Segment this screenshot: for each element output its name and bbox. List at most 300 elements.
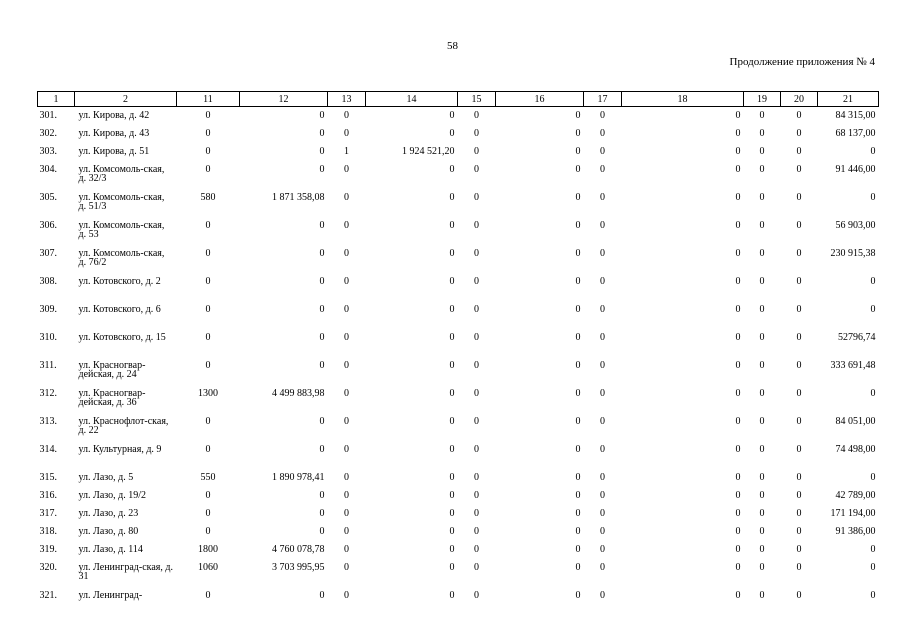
cell-col-13: 0 — [344, 563, 349, 573]
table-row — [38, 591, 879, 609]
address-cell: ул. Лазо, д. 80 — [78, 527, 139, 537]
cell-col-16: 0 — [575, 527, 581, 537]
cell-col-16: 0 — [575, 563, 581, 573]
cell-col-19: 0 — [759, 563, 765, 573]
address-cell: ул. Котовского, д. 6 — [78, 305, 161, 315]
cell-col-16: 0 — [575, 277, 581, 287]
cell-col-18: 0 — [735, 527, 741, 537]
table-row — [38, 193, 879, 221]
cell-col-11: 0 — [205, 333, 211, 343]
cell-col-19: 0 — [759, 277, 765, 287]
cell-col-19: 0 — [759, 129, 765, 139]
address-cell: ул. Кирова, д. 51 — [78, 147, 150, 157]
column-header: 21 — [818, 92, 879, 107]
cell-col-19: 0 — [759, 333, 765, 343]
cell-col-18: 0 — [735, 509, 741, 519]
cell-col-12: 0 — [319, 305, 325, 315]
cell-col-20: 0 — [796, 361, 802, 371]
row-number: 316. — [39, 491, 57, 501]
cell-col-13: 0 — [344, 473, 349, 483]
cell-col-18: 0 — [735, 473, 741, 483]
cell-col-14: 0 — [449, 221, 455, 231]
cell-col-15: 0 — [474, 147, 479, 157]
cell-col-13: 0 — [344, 193, 349, 203]
cell-col-14: 0 — [449, 165, 455, 175]
row-number: 314. — [39, 445, 57, 455]
cell-col-15: 0 — [474, 361, 479, 371]
cell-col-16: 0 — [575, 491, 581, 501]
cell-col-11: 0 — [205, 249, 211, 259]
cell-col-20: 0 — [796, 193, 802, 203]
cell-col-11: 0 — [205, 221, 211, 231]
cell-col-20: 0 — [796, 473, 802, 483]
cell-col-16: 0 — [575, 445, 581, 455]
cell-col-21: 52796,74 — [838, 333, 876, 343]
column-header: 2 — [75, 92, 177, 107]
row-number: 304. — [39, 165, 57, 175]
cell-col-19: 0 — [759, 193, 765, 203]
cell-col-21: 0 — [870, 473, 876, 483]
cell-col-16: 0 — [575, 147, 581, 157]
cell-col-13: 0 — [344, 333, 349, 343]
address-cell: ул. Ленинград- — [78, 591, 143, 601]
cell-col-18: 0 — [735, 129, 741, 139]
column-header: 1 — [38, 92, 75, 107]
cell-col-19: 0 — [759, 165, 765, 175]
page-number: 58 — [447, 40, 458, 52]
cell-col-14: 0 — [449, 389, 455, 399]
table-row — [38, 221, 879, 249]
address-cell: ул. Ленинград-ская, д. 31 — [78, 563, 173, 582]
cell-col-15: 0 — [474, 193, 479, 203]
cell-col-21: 84 051,00 — [835, 417, 876, 427]
cell-col-18: 0 — [735, 110, 741, 121]
cell-col-17: 0 — [600, 305, 605, 315]
address-cell: ул. Культурная, д. 9 — [78, 445, 162, 455]
table-row — [38, 277, 879, 305]
table-body — [38, 107, 879, 610]
cell-col-18: 0 — [735, 333, 741, 343]
cell-col-16: 0 — [575, 129, 581, 139]
cell-col-20: 0 — [796, 527, 802, 537]
cell-col-14: 0 — [449, 527, 455, 537]
cell-col-14: 0 — [449, 333, 455, 343]
cell-col-16: 0 — [575, 249, 581, 259]
cell-col-19: 0 — [759, 389, 765, 399]
cell-col-14: 0 — [449, 361, 455, 371]
cell-col-17: 0 — [600, 389, 605, 399]
cell-col-14: 0 — [449, 249, 455, 259]
cell-col-20: 0 — [796, 563, 802, 573]
column-header: 15 — [458, 92, 496, 107]
table-row — [38, 491, 879, 509]
cell-col-17: 0 — [600, 527, 605, 537]
cell-col-17: 0 — [600, 445, 605, 455]
cell-col-15: 0 — [474, 445, 479, 455]
cell-col-17: 0 — [600, 277, 605, 287]
cell-col-12: 1 871 358,08 — [272, 193, 325, 203]
table-row — [38, 509, 879, 527]
cell-col-20: 0 — [796, 545, 802, 555]
column-header: 13 — [328, 92, 366, 107]
cell-col-20: 0 — [796, 333, 802, 343]
cell-col-13: 0 — [344, 417, 349, 427]
cell-col-20: 0 — [796, 417, 802, 427]
row-number: 317. — [39, 509, 57, 519]
column-header: 12 — [240, 92, 328, 107]
cell-col-17: 0 — [600, 147, 605, 157]
cell-col-12: 3 703 995,95 — [272, 563, 325, 573]
cell-col-15: 0 — [474, 491, 479, 501]
cell-col-16: 0 — [575, 361, 581, 371]
cell-col-17: 0 — [600, 509, 605, 519]
cell-col-18: 0 — [735, 563, 741, 573]
cell-col-17: 0 — [600, 491, 605, 501]
cell-col-13: 0 — [344, 445, 349, 455]
address-cell: ул. Лазо, д. 5 — [78, 473, 134, 483]
address-cell: ул. Красногвар-дейская, д. 36 — [78, 389, 146, 408]
cell-col-11: 0 — [205, 417, 211, 427]
header-row — [38, 92, 879, 107]
cell-col-20: 0 — [796, 277, 802, 287]
cell-col-12: 0 — [319, 509, 325, 519]
cell-col-15: 0 — [474, 591, 479, 601]
address-cell: ул. Комсомоль-ская, д. 32/3 — [78, 165, 165, 184]
cell-col-19: 0 — [759, 249, 765, 259]
cell-col-14: 0 — [449, 491, 455, 501]
cell-col-12: 0 — [319, 147, 325, 157]
cell-col-21: 0 — [870, 277, 876, 287]
column-header: 19 — [744, 92, 781, 107]
cell-col-21: 0 — [870, 591, 876, 601]
cell-col-12: 0 — [319, 277, 325, 287]
cell-col-16: 0 — [575, 165, 581, 175]
cell-col-19: 0 — [759, 147, 765, 157]
address-cell: ул. Краснофлот-ская, д. 22 — [78, 417, 169, 436]
cell-col-15: 0 — [474, 545, 479, 555]
row-number: 313. — [39, 417, 57, 427]
cell-col-15: 0 — [474, 389, 479, 399]
cell-col-18: 0 — [735, 417, 741, 427]
cell-col-17: 0 — [600, 473, 605, 483]
cell-col-13: 0 — [344, 110, 349, 121]
column-header: 16 — [496, 92, 584, 107]
cell-col-20: 0 — [796, 445, 802, 455]
cell-col-11: 0 — [205, 527, 211, 537]
row-number: 320. — [39, 563, 57, 573]
column-header: 18 — [622, 92, 744, 107]
table-row — [38, 107, 879, 130]
table-row — [38, 445, 879, 473]
row-number: 303. — [39, 147, 57, 157]
cell-col-12: 4 760 078,78 — [272, 545, 325, 555]
cell-col-18: 0 — [735, 165, 741, 175]
cell-col-21: 230 915,38 — [830, 249, 876, 259]
cell-col-21: 171 194,00 — [830, 509, 876, 519]
address-cell: ул. Комсомоль-ская, д. 53 — [78, 221, 165, 240]
cell-col-20: 0 — [796, 110, 802, 121]
cell-col-17: 0 — [600, 165, 605, 175]
cell-col-19: 0 — [759, 509, 765, 519]
cell-col-11: 0 — [205, 129, 211, 139]
row-number: 305. — [39, 193, 57, 203]
cell-col-12: 0 — [319, 361, 325, 371]
table-row — [38, 305, 879, 333]
cell-col-13: 1 — [344, 147, 349, 157]
cell-col-11: 0 — [205, 509, 211, 519]
cell-col-16: 0 — [575, 417, 581, 427]
cell-col-13: 0 — [344, 249, 349, 259]
cell-col-20: 0 — [796, 147, 802, 157]
cell-col-11: 0 — [205, 361, 211, 371]
cell-col-17: 0 — [600, 249, 605, 259]
cell-col-14: 0 — [449, 591, 455, 601]
cell-col-20: 0 — [796, 305, 802, 315]
cell-col-13: 0 — [344, 491, 349, 501]
cell-col-20: 0 — [796, 249, 802, 259]
table-row — [38, 473, 879, 491]
cell-col-13: 0 — [344, 165, 349, 175]
cell-col-17: 0 — [600, 193, 605, 203]
row-number: 306. — [39, 221, 57, 231]
table-row — [38, 389, 879, 417]
cell-col-16: 0 — [575, 591, 581, 601]
cell-col-16: 0 — [575, 509, 581, 519]
column-header: 14 — [366, 92, 458, 107]
cell-col-15: 0 — [474, 129, 479, 139]
cell-col-16: 0 — [575, 389, 581, 399]
row-number: 308. — [39, 277, 57, 287]
cell-col-18: 0 — [735, 221, 741, 231]
row-number: 310. — [39, 333, 57, 343]
cell-col-21: 333 691,48 — [830, 361, 876, 371]
cell-col-18: 0 — [735, 491, 741, 501]
cell-col-13: 0 — [344, 389, 349, 399]
address-cell: ул. Красногвар-дейская, д. 24 — [78, 361, 146, 380]
cell-col-21: 0 — [870, 305, 876, 315]
cell-col-14: 0 — [449, 277, 455, 287]
address-cell: ул. Котовского, д. 2 — [78, 277, 161, 287]
cell-col-13: 0 — [344, 527, 349, 537]
cell-col-18: 0 — [735, 361, 741, 371]
table-row — [38, 563, 879, 591]
cell-col-18: 0 — [735, 193, 741, 203]
cell-col-11: 1060 — [198, 563, 218, 573]
table-row — [38, 333, 879, 361]
cell-col-16: 0 — [575, 473, 581, 483]
address-cell: ул. Котовского, д. 15 — [78, 333, 166, 343]
cell-col-12: 1 890 978,41 — [272, 473, 325, 483]
address-cell: ул. Комсомоль-ская, д. 51/3 — [78, 193, 165, 212]
cell-col-19: 0 — [759, 591, 765, 601]
cell-col-15: 0 — [474, 110, 479, 121]
address-cell: ул. Лазо, д. 19/2 — [78, 491, 147, 501]
address-cell: ул. Лазо, д. 23 — [78, 509, 139, 519]
row-number: 307. — [39, 249, 57, 259]
cell-col-17: 0 — [600, 361, 605, 371]
cell-col-21: 84 315,00 — [835, 110, 876, 121]
cell-col-18: 0 — [735, 249, 741, 259]
cell-col-14: 0 — [449, 445, 455, 455]
table-row — [38, 545, 879, 563]
cell-col-13: 0 — [344, 361, 349, 371]
cell-col-18: 0 — [735, 545, 741, 555]
cell-col-17: 0 — [600, 417, 605, 427]
cell-col-21: 0 — [870, 563, 876, 573]
cell-col-15: 0 — [474, 165, 479, 175]
cell-col-12: 0 — [319, 221, 325, 231]
cell-col-21: 0 — [870, 389, 876, 399]
cell-col-12: 0 — [319, 165, 325, 175]
cell-col-15: 0 — [474, 417, 479, 427]
cell-col-14: 0 — [449, 545, 455, 555]
address-cell: ул. Кирова, д. 43 — [78, 129, 150, 139]
cell-col-15: 0 — [474, 509, 479, 519]
cell-col-20: 0 — [796, 509, 802, 519]
address-cell: ул. Комсомоль-ская, д. 76/2 — [78, 249, 165, 268]
cell-col-19: 0 — [759, 417, 765, 427]
cell-col-11: 0 — [205, 277, 211, 287]
cell-col-19: 0 — [759, 491, 765, 501]
row-number: 311. — [39, 361, 57, 371]
cell-col-15: 0 — [474, 221, 479, 231]
row-number: 321. — [39, 591, 57, 601]
row-number: 301. — [39, 110, 57, 121]
cell-col-21: 74 498,00 — [835, 445, 876, 455]
table-row — [38, 361, 879, 389]
cell-col-12: 0 — [319, 129, 325, 139]
cell-col-19: 0 — [759, 305, 765, 315]
cell-col-18: 0 — [735, 277, 741, 287]
cell-col-17: 0 — [600, 221, 605, 231]
cell-col-20: 0 — [796, 491, 802, 501]
cell-col-13: 0 — [344, 277, 349, 287]
cell-col-19: 0 — [759, 445, 765, 455]
cell-col-16: 0 — [575, 193, 581, 203]
cell-col-14: 0 — [449, 193, 455, 203]
cell-col-12: 0 — [319, 249, 325, 259]
column-header: 17 — [584, 92, 622, 107]
table-row — [38, 249, 879, 277]
cell-col-15: 0 — [474, 563, 479, 573]
cell-col-21: 0 — [870, 147, 876, 157]
cell-col-17: 0 — [600, 545, 605, 555]
cell-col-14: 0 — [449, 110, 455, 121]
cell-col-12: 0 — [319, 445, 325, 455]
cell-col-16: 0 — [575, 221, 581, 231]
cell-col-18: 0 — [735, 147, 741, 157]
cell-col-18: 0 — [735, 389, 741, 399]
row-number: 318. — [39, 527, 57, 537]
cell-col-14: 0 — [449, 473, 455, 483]
cell-col-12: 0 — [319, 333, 325, 343]
cell-col-11: 1300 — [198, 389, 218, 399]
cell-col-19: 0 — [759, 527, 765, 537]
cell-col-14: 0 — [449, 417, 455, 427]
cell-col-13: 0 — [344, 509, 349, 519]
column-header: 20 — [781, 92, 818, 107]
cell-col-19: 0 — [759, 473, 765, 483]
cell-col-12: 0 — [319, 110, 325, 121]
cell-col-14: 0 — [449, 305, 455, 315]
cell-col-13: 0 — [344, 545, 349, 555]
cell-col-20: 0 — [796, 129, 802, 139]
cell-col-13: 0 — [344, 305, 349, 315]
cell-col-12: 0 — [319, 491, 325, 501]
cell-col-11: 0 — [205, 445, 211, 455]
cell-col-20: 0 — [796, 221, 802, 231]
cell-col-15: 0 — [474, 305, 479, 315]
appendix-continuation-title: Продолжение приложения № 4 — [729, 56, 875, 68]
cell-col-11: 580 — [200, 193, 216, 203]
cell-col-12: 0 — [319, 591, 325, 601]
table-row — [38, 165, 879, 193]
cell-col-16: 0 — [575, 545, 581, 555]
cell-col-18: 0 — [735, 305, 741, 315]
column-header: 11 — [177, 92, 240, 107]
row-number: 319. — [39, 545, 57, 555]
table-row — [38, 417, 879, 445]
cell-col-17: 0 — [600, 333, 605, 343]
cell-col-15: 0 — [474, 333, 479, 343]
row-number: 312. — [39, 389, 57, 399]
cell-col-18: 0 — [735, 591, 741, 601]
cell-col-15: 0 — [474, 277, 479, 287]
cell-col-11: 0 — [205, 110, 211, 121]
cell-col-16: 0 — [575, 110, 581, 121]
address-cell: ул. Лазо, д. 114 — [78, 545, 143, 555]
cell-col-11: 0 — [205, 147, 211, 157]
cell-col-11: 0 — [205, 491, 211, 501]
cell-col-12: 4 499 883,98 — [272, 389, 325, 399]
data-table — [37, 91, 879, 609]
cell-col-20: 0 — [796, 389, 802, 399]
cell-col-21: 0 — [870, 193, 876, 203]
cell-col-11: 0 — [205, 305, 211, 315]
cell-col-15: 0 — [474, 249, 479, 259]
cell-col-21: 68 137,00 — [835, 129, 876, 139]
cell-col-21: 42 789,00 — [835, 491, 876, 501]
cell-col-17: 0 — [600, 129, 605, 139]
row-number: 302. — [39, 129, 57, 139]
cell-col-13: 0 — [344, 129, 349, 139]
cell-col-15: 0 — [474, 527, 479, 537]
cell-col-20: 0 — [796, 591, 802, 601]
cell-col-16: 0 — [575, 305, 581, 315]
table-row — [38, 527, 879, 545]
cell-col-19: 0 — [759, 545, 765, 555]
cell-col-14: 0 — [449, 563, 455, 573]
cell-col-14: 0 — [449, 509, 455, 519]
row-number: 315. — [39, 473, 57, 483]
cell-col-21: 0 — [870, 545, 876, 555]
cell-col-18: 0 — [735, 445, 741, 455]
cell-col-19: 0 — [759, 110, 765, 121]
cell-col-21: 91 386,00 — [835, 527, 876, 537]
cell-col-21: 56 903,00 — [835, 221, 876, 231]
address-cell: ул. Кирова, д. 42 — [78, 110, 150, 121]
cell-col-17: 0 — [600, 563, 605, 573]
cell-col-13: 0 — [344, 221, 349, 231]
cell-col-20: 0 — [796, 165, 802, 175]
table-row — [38, 147, 879, 165]
cell-col-11: 0 — [205, 165, 211, 175]
row-number: 309. — [39, 305, 57, 315]
cell-col-14: 0 — [449, 129, 455, 139]
cell-col-14: 1 924 521,20 — [402, 147, 455, 157]
cell-col-12: 0 — [319, 417, 325, 427]
table-row — [38, 129, 879, 147]
